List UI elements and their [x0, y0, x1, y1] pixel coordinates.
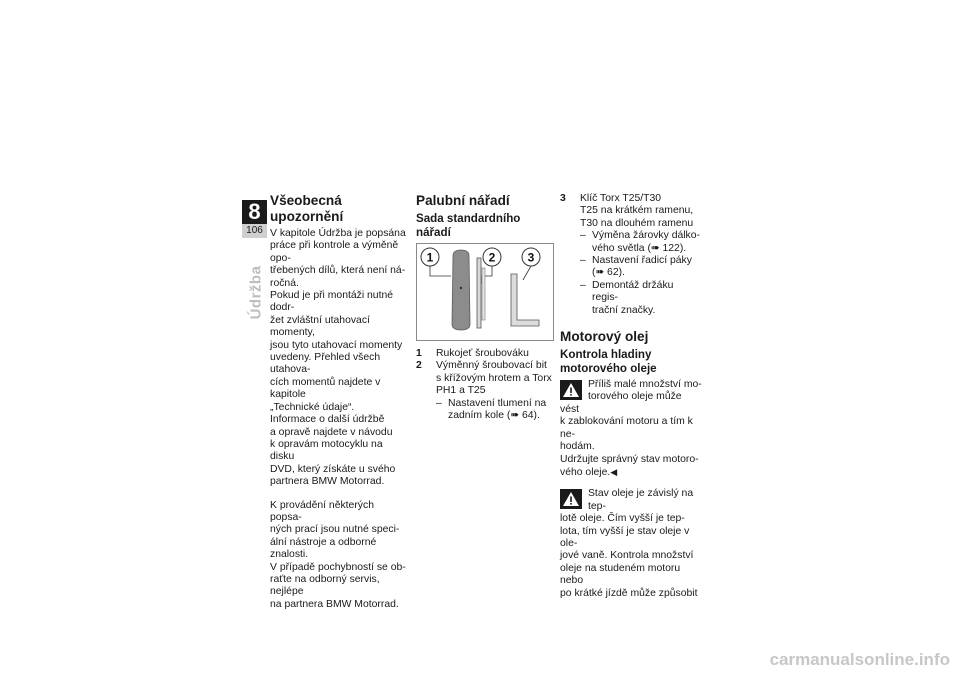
screwdriver-handle-shape	[452, 250, 470, 330]
screwdriver-bit-shape	[477, 258, 481, 328]
column-tool-kit	[416, 193, 552, 422]
callout-1-label: 1	[426, 250, 434, 265]
tool-kit-figure	[416, 243, 554, 341]
chapter-label-text: Údržba	[247, 265, 265, 320]
torx-key-shape	[511, 274, 539, 326]
column-engine-oil	[560, 193, 702, 600]
end-of-note-icon: ◀	[610, 466, 618, 477]
chapter-tab	[242, 200, 267, 240]
oil-level-check-subheading: Kontrola hladiny motorového oleje	[560, 348, 657, 375]
tool-item-1: 1 Rukojeť šroubováku	[416, 348, 529, 359]
tool-item-2-usage: – Nastavení tlumení na zadním kole (➠ 64).	[436, 397, 547, 422]
callout-2-label: 2	[488, 250, 496, 265]
standard-tool-kit-subheading: Sada standardního nářadí	[416, 212, 521, 239]
general-notes-paragraph-2: K provádění některých popsa- ných prací jsou nutné speci- ální nástroje a odborné znalosti. V případě pochybností se ob- raťte na odborný servis, nejlépe na partnera BMW Motorrad.	[270, 499, 406, 610]
tool-item-2: 2 Výměnný šroubovací bit s křížovým hrotem a Torx PH1 a T25	[416, 360, 552, 397]
warning-oil-temperature: Stav oleje je závislý na tep- lotě oleje. Čím vyšší je tep- lota, tím vyšší je stav oleje v ole- jové vaně. Kontrola množství oleje na studeném motoru nebo po krátké jízdě může způsobit	[560, 488, 698, 599]
tool-kit-heading: Palubní nářadí	[416, 193, 510, 208]
warning-triangle-icon	[560, 380, 582, 400]
tool-kit-illustration	[417, 244, 553, 340]
chapter-number: 8	[242, 200, 267, 224]
tool-item-3-usage-2: – Nastavení řadicí páky (➠ 62).	[580, 255, 692, 279]
column-general-notes	[270, 193, 408, 611]
callout-3-label: 3	[527, 250, 535, 265]
tool-item-3-usage-1: – Výměna žárovky dálko- vého světla (➠ 122).	[580, 230, 700, 254]
tool-item-3: 3 Klíč Torx T25/T30 T25 na krátkém ramenu, T30 na dlouhém ramenu	[560, 193, 694, 229]
general-notes-paragraph-1: V kapitole Údržba je popsána práce při kontrole a výměně opo- třebených dílů, která není ná- ročná. Pokud je při montáži nutné dodr- žet zvláštní utahovací momenty, jsou tyto utahovací momenty uvedeny. Přehled všech utahova- cích momentů najdete v kapitole „Technické údaje“. Informace o další údržbě a opravě najdete v návodu k opravám motocyklu na disku DVD, který získáte u svého partnera BMW Motorrad.	[270, 228, 406, 488]
watermark-text: carmanualsonline.info	[769, 650, 950, 669]
tool-item-3-usage-3: – Demontáž držáku regis- trační značky.	[580, 279, 674, 316]
general-notes-heading: Všeobecná upozornění	[270, 193, 344, 224]
engine-oil-heading: Motorový olej	[560, 329, 649, 345]
warning-triangle-icon	[560, 489, 582, 509]
warning-low-oil: Příliš malé množství mo- torového oleje může vést k zablokování motoru a tím k ne- hodám. Udržujte správný stav motoro- vého oleje.◀	[560, 379, 702, 478]
page-number: 106	[242, 224, 267, 238]
